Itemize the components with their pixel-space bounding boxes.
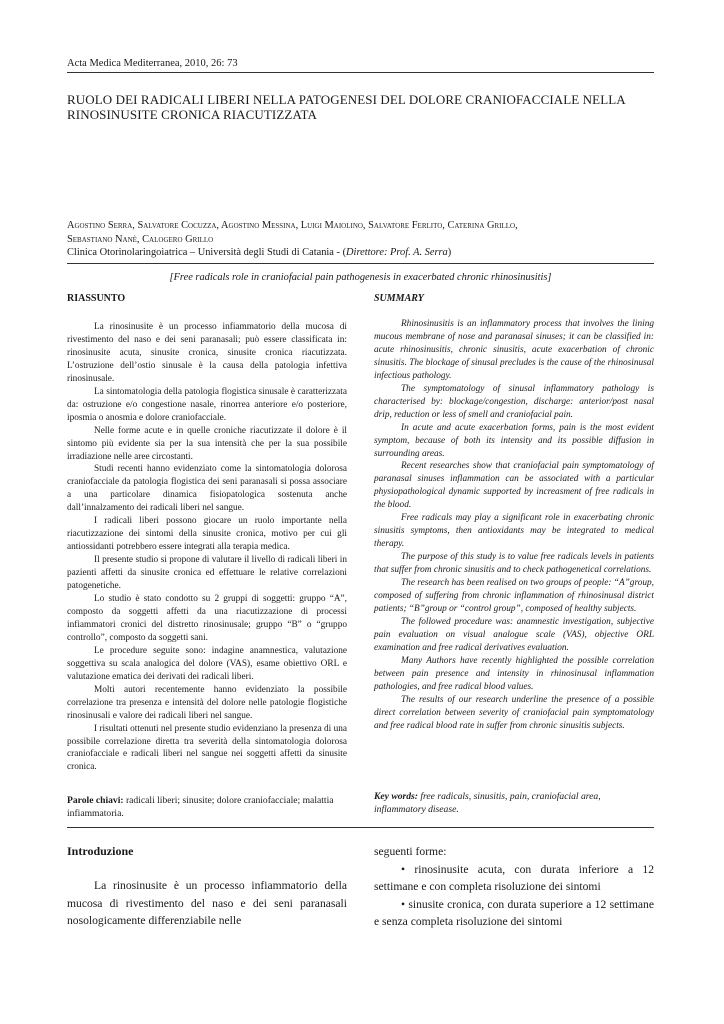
summary-paragraph: The research has been realised on two groups of people: “A”group, composed of suffering from chronic inflammation of rhinosinusal district patients; “B”group or “control group”, composed of healthy subjects. [374, 578, 654, 614]
introduction-paragraph: La rinosinusite è un processo infiammatorio della mucosa di rivestimento del naso e dei seni paranasali nosologicamente differenziabile nelle [67, 879, 347, 927]
riassunto-paragraph: Le procedure seguite sono: indagine anamnestica, valutazione soggettiva su scala analogica del dolore (VAS), esame obiettivo ORL e valutazione ematica dei derivati dei radicali liberi. [67, 645, 347, 682]
summary-paragraph: The purpose of this study is to value free radicals levels in patients that suffer from chronic sinusitis and to check pathogenetical correlations. [374, 552, 654, 576]
riassunto-paragraph: I risultati ottenuti nel presente studio evidenziano la presenza di una possibile correlazione diretta tra severità della sintomatologia dolorosa craniofacciale e radicali liberi nel sangue nei soggetti affetti da sinusite cronica. [67, 723, 347, 773]
summary-paragraph: Free radicals may play a significant role in exacerbating chronic sinusitis symptoms, then antioxidants may be integrated to medical therapy. [374, 513, 654, 550]
riassunto-keywords [67, 794, 347, 820]
summary-keywords [374, 790, 654, 816]
introduction-left [67, 877, 347, 930]
summary-paragraph: The followed procedure was: anamnestic investigation, subjective pain evaluation on visual analogue scale (VAS), objective ORL examination and free radical derivatives evaluation. [374, 616, 654, 653]
introduction-right [374, 843, 654, 931]
header-rule [67, 72, 654, 73]
summary-heading: SUMMARY [374, 293, 424, 304]
author-list [67, 219, 657, 247]
bullet-item: • sinusite cronica, con durata superiore a 12 settimane e senza completa risoluzione dei sintomi [374, 897, 654, 928]
director: Direttore: Prof. A. Serra [346, 247, 448, 258]
keywords-label: Parole chiavi: [67, 795, 124, 806]
riassunto-paragraph: Molti autori recentemente hanno evidenziato la possibile correlazione tra presenza e intensità del dolore nelle patologie flogistiche rinosinusali e valore dei radicali liberi nel sangue. [67, 684, 347, 721]
key-words-text: free radicals, sinusitis, pain, craniofacial area, inflammatory disease. [374, 791, 601, 815]
riassunto-paragraph: Lo studio è stato condotto su 2 gruppi di soggetti: gruppo “A”, composto da soggetti affetti da una riacutizzazione di processi infiammatori cronici del distretto rinosinusale; gruppo “B” o “gruppo controllo”, composto da soggetti sani. [67, 594, 347, 643]
summary-paragraph: Recent researches show that craniofacial pain symptomatology of paranasal sinuses inflammation can be associated with a particular physiopathological dynamic supported by increasment of free radicals in the blood. [374, 461, 654, 511]
riassunto-body [67, 321, 347, 774]
riassunto-paragraph: I radicali liberi possono giocare un ruolo importante nella riacutizzazione dei sintomi della sinusite cronica, motivo per cui gli antiossidanti potrebbero essere integrati alla terapia medica. [67, 516, 347, 553]
authors-line-2: Sebastiano Nanè, Calogero Grillo [67, 234, 214, 245]
abstract-rule [67, 827, 654, 828]
key-words-label: Key words: [374, 791, 418, 802]
summary-paragraph: Many Authors have recently highlighted the possible correlation between pain presence and intensity in rhinosinusal inflammation pathologies, and free radical blood values. [374, 655, 654, 692]
affiliation-end: ) [447, 247, 452, 258]
article-title: RUOLO DEI RADICALI LIBERI NELLA PATOGENESI DEL DOLORE CRANIOFACCIALE NELLA RINOSINUSITE CRONICA RIACUTIZZATA [67, 92, 626, 122]
english-title: [Free radicals role in craniofacial pain pathogenesis in exacerbated chronic rhinosinusitis] [169, 272, 552, 283]
riassunto-heading: RIASSUNTO [67, 293, 126, 304]
summary-body [374, 318, 654, 733]
riassunto-paragraph: Studi recenti hanno evidenziato come la sintomatologia dolorosa craniofacciale da patologia flogistica dei seni paranasali si possa associare a una particolare dinamica fisiopatologica sostenuta anche dall’innalzamento dei radicali liberi nel sangue. [67, 464, 347, 514]
journal-citation: Acta Medica Mediterranea, 2010, 26: 73 [67, 58, 238, 69]
keywords-text: radicali liberi; sinusite; dolore craniofacciale; malattia infiammatoria. [67, 795, 334, 819]
bullet-item: • rinosinusite acuta, con durata inferiore a 12 settimane e con completa risoluzione dei sintomi [374, 862, 654, 893]
introduction-right-intro: seguenti forme: [374, 845, 447, 858]
summary-paragraph: The results of our research underline the presence of a possible direct correlation between severity of craniofacial pain symptomatology and free radical blood rate in suffer from chronic sinusitis subjects. [374, 694, 654, 731]
riassunto-paragraph: Nelle forme acute e in quelle croniche riacutizzate il dolore è il sintomo più evidente sia per la sua intensità che per la sua possibile irradiazione nelle aree circostanti. [67, 425, 347, 462]
authors-rule [67, 263, 654, 264]
introduction-heading: Introduzione [67, 844, 134, 858]
riassunto-paragraph: La sintomatologia della patologia flogistica sinusale è caratterizzata da: ostruzione e/o congestione nasale, rinorrea anteriore e/o posteriore, iposmia o anosmia e dolore craniofacciale. [67, 386, 347, 423]
summary-paragraph: Rhinosinusitis is an inflammatory process that involves the lining mucous membrane of nose and paranasal sinuses; it can be classified in: acute rhinosinusitis, chronic sinusitis, acute exacerbation of chronic sinusitis. The blockage of sinusal precludes is the cause of the rhinosinusal infectious pathology. [374, 319, 654, 381]
affiliation-text: Clinica Otorinolaringoiatrica – Università degli Studi di Catania - ( [67, 247, 347, 258]
affiliation [67, 246, 657, 260]
authors-line-1: Agostino Serra, Salvatore Cocuzza, Agostino Messina, Luigi Maiolino, Salvatore Ferlito, Caterina Grillo, [67, 220, 518, 231]
riassunto-paragraph: Il presente studio si propone di valutare il livello di radicali liberi in pazienti affetti da sinusite cronica ed effettuare le relative correlazioni patogenetiche. [67, 555, 347, 592]
summary-paragraph: The symptomatology of sinusal inflammatory pathology is characterised by: blockage/congestion, discharge: anterior/post nasal drip, reduction or less of smell and craniofacial pain. [374, 383, 654, 420]
riassunto-paragraph: La rinosinusite è un processo infiammatorio della mucosa di rivestimento del naso e dei seni paranasali; può essere classificata in: rinosinusite acuta, sinusite cronica, sinusite cronica riacutizzata. L’ostruzione dell’ostio sinusale è la causa della patologia infettiva rinosinusale. [67, 322, 347, 384]
summary-paragraph: In acute and acute exacerbation forms, pain is the most evident symptom, because of both its intensity and its possible diffusion in surrounding areas. [374, 422, 654, 459]
